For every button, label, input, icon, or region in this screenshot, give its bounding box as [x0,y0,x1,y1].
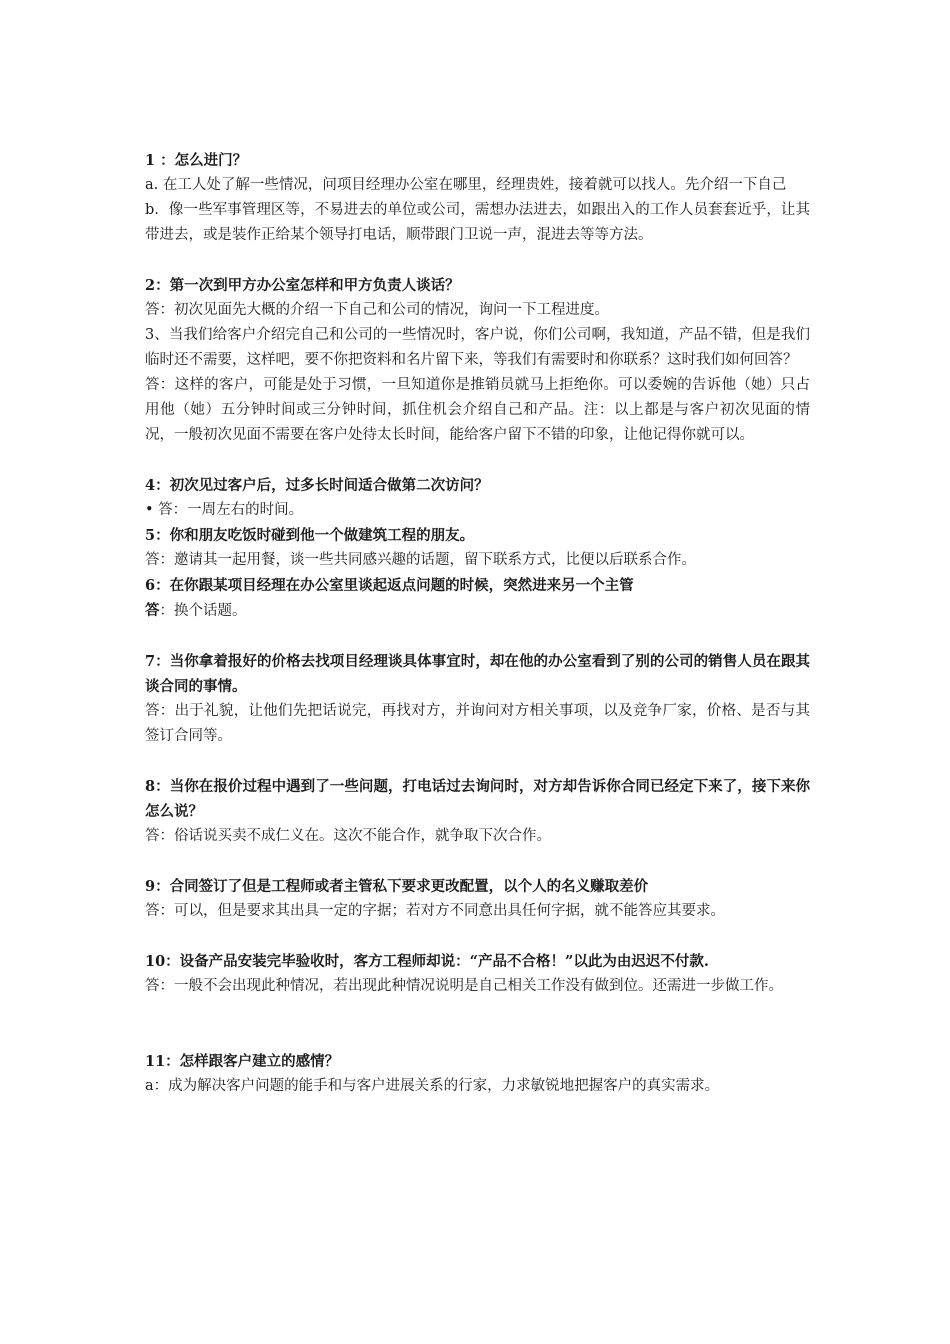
answer-11: a：成为解决客户问题的能手和与客户进展关系的行家，力求敏锐地把握客户的真实需求。 [145,1078,720,1094]
spacer [145,248,810,273]
question-6: 6：在你跟某项目经理在办公室里谈起返点问题的时候，突然进来另一个主管 [145,577,634,594]
answer-1b: b．像一些军事管理区等，不易进去的单位或公司，需想办法进去，如跟出入的工作人员套套近乎，让其带进去，或是装作正给某个领导打电话，顺带跟门卫说一声，混进去等等方法。 [145,202,810,243]
spacer [145,924,810,949]
question-2: 2：第一次到甲方办公室怎样和甲方负责人谈话？ [145,277,460,294]
question-8: 8：当你在报价过程中遇到了一些问题，打电话过去询问时，对方却告诉你合同已经定下来了，接下来你怎么说？ [145,778,810,820]
question-10: 10：设备产品安装完毕验收时，客方工程师却说：“产品不合格！”以此为由迟迟不付款. [145,953,709,970]
question-3: 3、当我们给客户介绍完自己和公司的一些情况时，客户说，你们公司啊，我知道，产品不错，但是我们临时还不需要，这样吧，要不你把资料和名片留下来，等我们有需要时和你联系？这时我们如何回答？ [145,327,810,368]
question-7: 7：当你拿着报好的价格去找项目经理谈具体事宜时，却在他的办公室看到了别的公司的销售人员在跟其谈合同的事情。 [145,653,810,695]
answer-1a: a. 在工人处了解一些情况，问项目经理办公室在哪里，经理贵姓，接着就可以找人。先介绍一下自己 [145,177,787,193]
question-9: 9：合同签订了但是工程师或者主管私下要求更改配置，以个人的名义赚取差价 [145,878,649,895]
answer-8: 答：俗话说买卖不成仁义在。这次不能合作，就争取下次合作。 [145,828,551,844]
document-page [145,148,810,1099]
spacer [145,999,810,1049]
spacer [145,448,810,473]
question-1: 1 ：怎么进门？ [145,152,248,169]
answer-9: 答：可以，但是要求其出具一定的字据；若对方不同意出具任何字据，就不能答应其要求。 [145,903,725,919]
spacer [145,624,810,649]
answer-6-label: 答 [145,602,160,619]
spacer [145,749,810,774]
question-5: 5：你和朋友吃饭时碰到他一个做建筑工程的朋友。 [145,527,475,544]
question-11: 11：怎样跟客户建立的感情？ [145,1053,340,1070]
answer-10: 答：一般不会出现此种情况，若出现此种情况说明是自己相关工作没有做到位。还需进一步做工作。 [145,978,783,994]
answer-4: • 答：一周左右的时间。 [145,502,304,518]
answer-3: 答：这样的客户，可能是处于习惯，一旦知道你是推销员就马上拒绝你。可以委婉的告诉他（她）只占用他（她）五分钟时间或三分钟时间，抓住机会介绍自己和产品。注：以上都是与客户初次见面的情况，一般初次见面不需要在客户处待太长时间，能给客户留下不错的印象，让他记得你就可以。 [145,377,810,443]
answer-7: 答：出于礼貌，让他们先把话说完，再找对方，并询问对方相关事项，以及竞争厂家，价格、是否与其签订合同等。 [145,703,810,744]
question-4: 4：初次见过客户后，过多长时间适合做第二次访问？ [145,477,489,494]
spacer [145,849,810,874]
answer-5: 答：邀请其一起用餐，谈一些共同感兴趣的话题，留下联系方式，比便以后联系合作。 [145,552,696,568]
answer-6-text: ：换个话题。 [159,603,247,619]
answer-2: 答：初次见面先大概的介绍一下自己和公司的情况，询问一下工程进度。 [145,302,609,318]
answer-6 [145,598,810,624]
